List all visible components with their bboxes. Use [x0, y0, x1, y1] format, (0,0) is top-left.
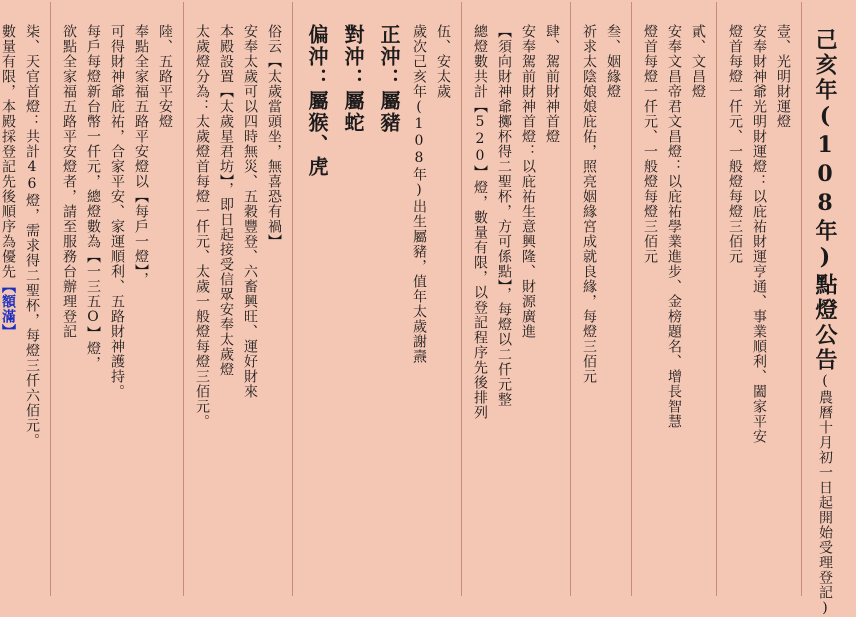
s7-line1: 柒、天官首燈：共計46燈，需求得二聖杯，每燈三仟六佰元。 [24, 24, 40, 448]
title-note: (農曆十月初一日起開始受理登記) [817, 373, 833, 617]
section-tianguan-lamp [0, 2, 50, 596]
s1-line2: 燈首每燈一仟元、一般燈每燈三佰元 [727, 24, 743, 264]
section-five-roads-lamp [50, 2, 183, 596]
s4-heading: 肆、駕前財神首燈 [544, 24, 560, 144]
s5-zheng-chong: 正沖：屬豬 [377, 24, 401, 134]
s1-line1: 安奉財神爺光明財運燈：以庇祐財運亨通、事業順利、闔家平安 [751, 24, 767, 444]
s5-heading: 伍、安太歲 [435, 24, 451, 99]
s2-heading: 貳、文昌燈 [690, 24, 706, 99]
s6-line2: 可得財神爺庇祐，合家平安、家運順利、五路財神護持。 [109, 24, 125, 399]
s5b-line3: 本殿設置【太歲星君坊】，即日起接受信眾安奉太歲燈 [218, 24, 234, 377]
s4-line2: 【須向財神爺擲杯得二聖杯，方可係點】，每燈以二仟元整 [496, 24, 512, 407]
s4-line3: 總燈數共計【520】燈，數量有限，以登記程序先後排列 [472, 24, 488, 420]
section-light-of-wealth [716, 2, 801, 596]
s6-line1: 奉點全家福五路平安燈以【每戶一燈】， [133, 24, 149, 287]
s2-line2: 燈首每燈一仟元、一般燈每燈三佰元 [642, 24, 658, 264]
s3-line1: 祈求太陰娘娘庇佑，照亮姻緣宮成就良緣，每燈三佰元 [581, 24, 597, 384]
page-title [808, 28, 842, 617]
s5-dui-chong: 對沖：屬蛇 [341, 24, 365, 134]
s6-line3: 每戶每燈新台幣一仟元，總燈數為【一三五O】燈， [85, 24, 101, 371]
s5b-line4: 太歲燈分為：太歲燈首每燈一仟元、太歲一般燈每燈三佰元。 [194, 24, 210, 429]
title-main: 己亥年(108年)點燈公告 [812, 28, 838, 373]
s5b-line2: 安奉太歲可以四時無災、五穀豐登、六畜興旺、運好財來 [242, 24, 258, 399]
section-marriage-lamp [570, 2, 631, 596]
s7-line2 [0, 24, 19, 596]
section-tai-sui-details [183, 2, 292, 596]
s2-line1: 安奉文昌帝君文昌燈：以庇祐學業進步、金榜題名、增長智慧 [666, 24, 682, 429]
s4-line1: 安奉駕前財神首燈：以庇祐生意興隆、財源廣進 [520, 24, 536, 339]
s5-pian-chong: 偏沖：屬猴、虎 [305, 24, 329, 178]
s5-line1: 歲次己亥年(108年)出生屬豬，值年太歲謝燾 [411, 24, 427, 364]
s1-heading: 壹、光明財運燈 [775, 24, 791, 129]
s5b-line1: 俗云【太歲當頭坐，無喜恐有禍】 [266, 24, 282, 249]
s6-line4: 欲點全家福五路平安燈者，請至服務台辦理登記 [61, 24, 77, 339]
s7-line2-text: 數量有限，本殿採登記先後順序為優先 [0, 24, 16, 279]
title-column [801, 2, 848, 617]
s6-heading: 陸、五路平安燈 [157, 24, 173, 129]
s3-heading: 叁、姻緣燈 [605, 24, 621, 99]
section-tai-sui [292, 2, 461, 596]
full-badge: 【額滿】 [0, 279, 16, 339]
section-god-of-wealth-lamp [461, 2, 570, 596]
section-wenchang-lamp [631, 2, 716, 596]
